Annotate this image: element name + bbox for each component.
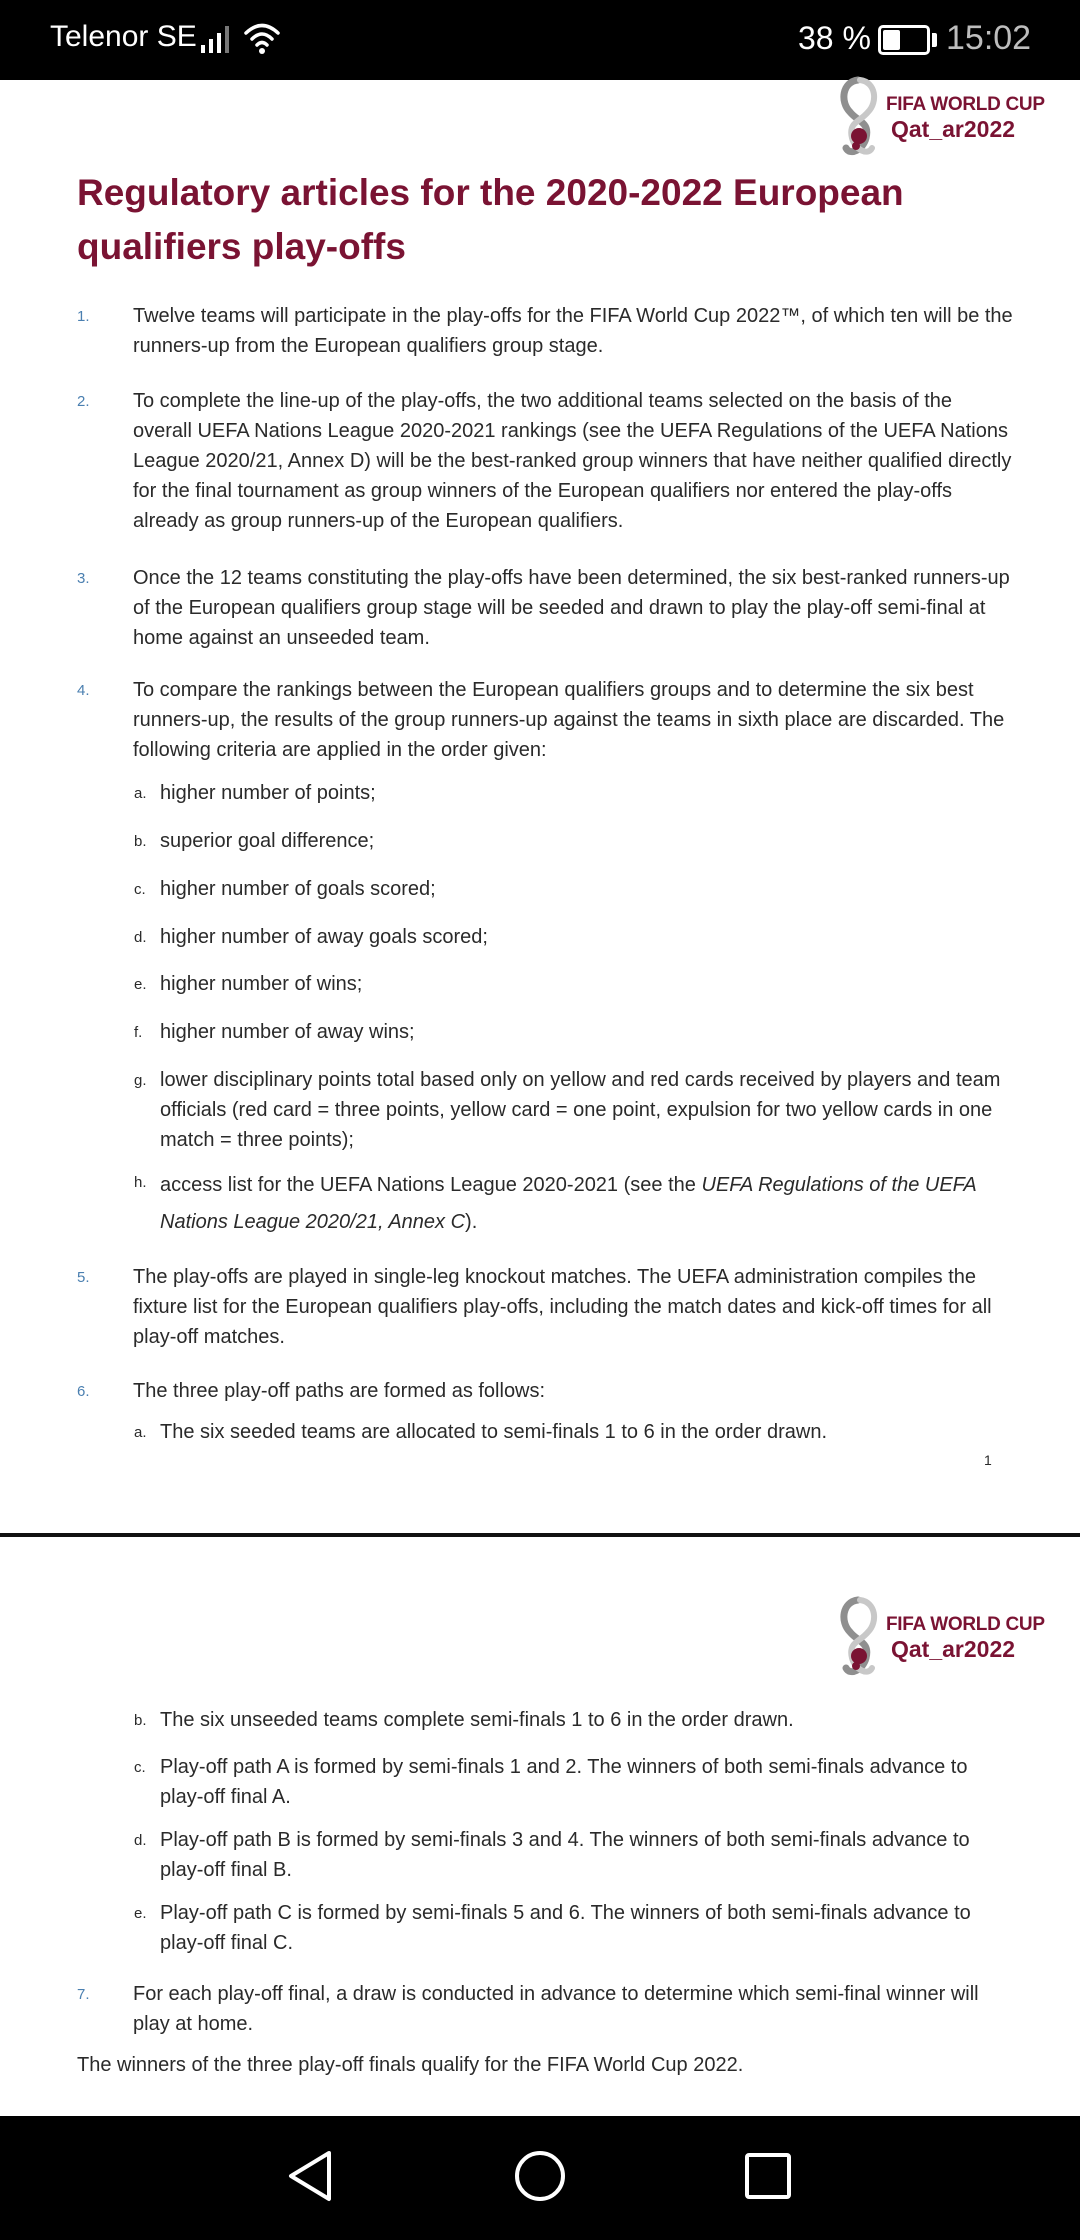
sub-item-letter: b. [134,833,147,850]
sub-item-letter: f. [134,1024,143,1041]
sub-item-text: higher number of away goals scored; [160,926,488,948]
fifa-world-cup-logo [836,76,1045,166]
signal-icon [200,22,234,59]
sub-item-letter: a. [134,785,147,802]
sub-item-text: Play-off path A is formed by semi-finals 1 and 2. The winners of both semi-finals advance to play-off final A. [160,1756,968,1808]
battery-icon [878,25,930,55]
list-number: 6. [77,1383,90,1400]
list-item-text: Once the 12 teams constituting the play-offs have been determined, the six best-ranked runners-up of the European qualifiers group stage will be seeded and drawn to play the play-off semi-final at home against an unseeded team. [133,567,1010,649]
page-number: 1 [984,1452,992,1468]
list-item-text: To compare the rankings between the European qualifiers groups and to determine the six best runners-up, the results of the group runners-up against the teams in sixth place are discarded. The following criteria are applied in the order given: [133,679,1005,761]
sub-item-letter: e. [134,976,147,993]
sub-item-letter: b. [134,1712,147,1729]
trophy-ribbon-icon [836,1596,882,1685]
logo-line1: FIFA WORLD CUP [886,1614,1045,1635]
status-bar [0,0,1080,80]
clock: 15:02 [946,19,1032,57]
sub-item-text: access list for the UEFA Nations League 2020-2021 (see the UEFA Regulations of the UEFA Nations League 2020/21, Annex C). [160,1174,976,1233]
list-number: 2. [77,393,90,410]
sub-item-text: Play-off path C is formed by semi-finals 5 and 6. The winners of both semi-finals advance to play-off final C. [160,1902,971,1954]
sub-item-text: Play-off path B is formed by semi-finals 3 and 4. The winners of both semi-finals advance to play-off final B. [160,1829,970,1881]
recents-button[interactable] [736,2146,800,2210]
wifi-icon [242,20,282,61]
back-icon [285,2149,335,2208]
sub-item-text: higher number of goals scored; [160,878,436,900]
list-item-text: The play-offs are played in single-leg knockout matches. The UEFA administration compiles the fixture list for the European qualifiers play-offs, including the match dates and kick-off times for all play-off matches. [133,1266,992,1348]
list-number: 1. [77,308,90,325]
sub-item-text: superior goal difference; [160,830,375,852]
regulations-reference: UEFA Regulations of the UEFA Nations League 2020/21, Annex C [160,1174,976,1233]
list-item-text: Twelve teams will participate in the play-offs for the FIFA World Cup 2022™, of which ten will be the runners-up from the European qualifiers group stage. [133,305,1013,357]
sub-item-text: lower disciplinary points total based only on yellow and red cards received by players and team officials (red card = three points, yellow card = one point, expulsion for two yellow cards in one match = three points); [160,1069,1001,1151]
sub-item-letter: c. [134,1759,146,1776]
logo-line2: Qat_ar2022 [891,116,1016,142]
sub-item-text: higher number of points; [160,782,376,804]
list-number: 3. [77,570,90,587]
list-number: 5. [77,1269,90,1286]
page-divider [0,1533,1080,1537]
sub-item-letter: e. [134,1905,147,1922]
trophy-ribbon-icon [836,76,882,165]
list-number: 4. [77,682,90,699]
sub-item-letter: g. [134,1072,147,1089]
sub-item-letter: d. [134,1832,147,1849]
battery-percent: 38 % [798,20,871,56]
list-number: 7. [77,1986,90,2003]
page-title: Regulatory articles for the 2020-2022 European qualifiers play-offs [77,172,904,267]
home-button[interactable] [508,2146,572,2210]
fifa-world-cup-logo [836,1596,1045,1686]
back-button[interactable] [278,2146,342,2210]
home-icon [513,2149,567,2208]
sub-item-letter: c. [134,881,146,898]
list-item-text: The three play-off paths are formed as follows: [133,1380,546,1402]
sub-item-text: The six seeded teams are allocated to semi-finals 1 to 6 in the order drawn. [160,1421,828,1443]
closing-statement: The winners of the three play-off finals qualify for the FIFA World Cup 2022. [77,2054,744,2076]
sub-item-text: higher number of away wins; [160,1021,415,1043]
sub-item-letter: d. [134,929,147,946]
list-item-text: For each play-off final, a draw is conducted in advance to determine which semi-final winner will play at home. [133,1983,979,2035]
sub-item-letter: a. [134,1424,147,1441]
list-item-text: To complete the line-up of the play-offs, the two additional teams selected on the basis of the overall UEFA Nations League 2020-2021 rankings (see the UEFA Regulations of the UEFA Nations League 2020/21, Annex D) will be the best-ranked group winners that have neither qualified directly for the final tournament as group winners of the European qualifiers nor entered the play-offs already as group runners-up of the European qualifiers. [133,390,1012,532]
recents-icon [743,2151,793,2206]
logo-line2: Qat_ar2022 [891,1636,1016,1662]
sub-item-letter: h. [134,1174,147,1191]
logo-line1: FIFA WORLD CUP [886,94,1045,115]
sub-item-text: The six unseeded teams complete semi-finals 1 to 6 in the order drawn. [160,1709,794,1731]
carrier-name: Telenor SE [50,20,197,53]
sub-item-text: higher number of wins; [160,973,363,995]
navigation-bar [0,2116,1080,2240]
